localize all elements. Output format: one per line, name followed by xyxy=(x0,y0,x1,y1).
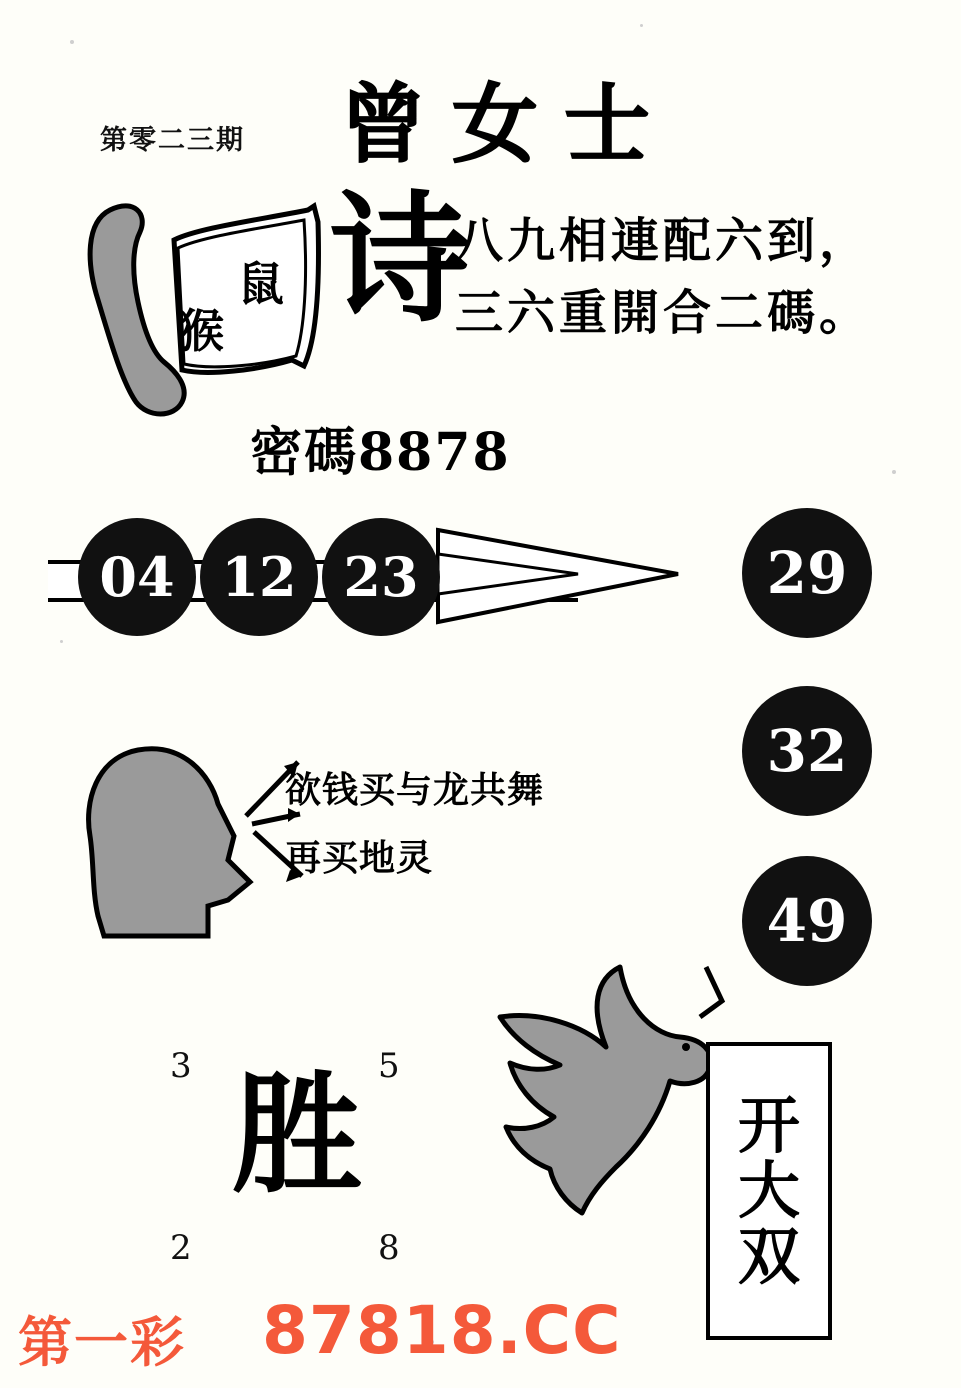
number-ball: 49 xyxy=(742,856,872,986)
paper-speck xyxy=(892,470,896,474)
banner-char-1: 开 xyxy=(737,1089,800,1163)
number-ball: 32 xyxy=(742,686,872,816)
poem-block xyxy=(455,205,935,349)
big-word: 诗 xyxy=(330,178,471,342)
poem-line-1: 八九相連配六到， xyxy=(455,213,872,269)
number-ball: 23 xyxy=(322,518,440,636)
corner-digit-bottom-right: 8 xyxy=(378,1228,400,1268)
password-label: 密碼8878 xyxy=(250,422,511,483)
paper-speck xyxy=(70,40,74,44)
hint-line-1: 欲钱买与龙共舞 xyxy=(285,769,545,811)
luck-character: 胜 xyxy=(232,1058,363,1211)
arrow-head-icon xyxy=(428,512,728,642)
hint-line-2: 再买地灵 xyxy=(285,837,434,879)
number-ball: 12 xyxy=(200,518,318,636)
corner-digit-bottom-left: 2 xyxy=(170,1228,192,1268)
banner-char-2: 大 xyxy=(737,1154,800,1228)
corner-digit-top-right: 5 xyxy=(378,1046,400,1086)
number-ball: 29 xyxy=(742,508,872,638)
paper-speck xyxy=(640,24,643,27)
zodiac-rat: 鼠 xyxy=(238,257,284,311)
number-row xyxy=(48,512,748,642)
footer-brand: 第一彩 xyxy=(18,1310,186,1374)
issue-label: 第零二三期 xyxy=(100,125,245,156)
banner-char-3: 双 xyxy=(737,1219,800,1293)
vertical-banner xyxy=(706,1042,832,1340)
number-ball: 04 xyxy=(78,518,196,636)
footer-url: 87818.CC xyxy=(262,1292,622,1369)
corner-digit-top-left: 3 xyxy=(170,1046,192,1086)
poem-line-2: 三六重開合二碼。 xyxy=(455,285,872,341)
zodiac-monkey: 猴 xyxy=(178,304,224,358)
brand-title: 曾女士 xyxy=(340,74,676,175)
